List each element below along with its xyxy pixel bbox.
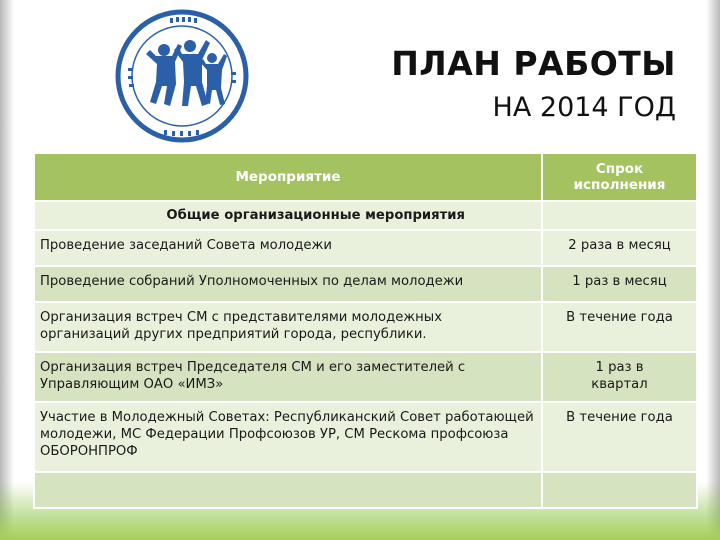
section-row [34, 201, 697, 230]
table-row [34, 402, 697, 472]
page-subtitle: НА 2014 ГОД [492, 92, 676, 123]
term-cell: 1 раз в квартал [542, 352, 697, 402]
section-title: Общие организационные мероприятия [34, 201, 542, 230]
event-cell: Организация встреч СМ с представителями молодежных организаций других предприятий города, республики. [34, 302, 542, 352]
event-cell [34, 472, 542, 508]
event-cell: Организация встреч Председателя СМ и его заместителей с Управляющим ОАО «ИМЗ» [34, 352, 542, 402]
term-cell: 1 раз в месяц [542, 266, 697, 302]
table-header-row [34, 153, 697, 201]
column-header-event: Мероприятие [34, 153, 542, 201]
page-title: ПЛАН РАБОТЫ [391, 44, 676, 83]
event-cell: Участие в Молодежный Советах: Республиканский Совет работающей молодежи, МС Федерации Профсоюзов УР, СМ Рескома профсоюза ОБОРОНПРОФ [34, 402, 542, 472]
table-row [34, 266, 697, 302]
term-cell [542, 472, 697, 508]
column-header-term: Спрок исполнения [542, 153, 697, 201]
table-row [34, 302, 697, 352]
term-cell: В течение года [542, 302, 697, 352]
table-row [34, 230, 697, 266]
term-cell: В течение года [542, 402, 697, 472]
work-plan-table [33, 152, 698, 509]
term-cell: 2 раза в месяц [542, 230, 697, 266]
table-row [34, 352, 697, 402]
event-cell: Проведение заседаний Совета молодежи [34, 230, 542, 266]
left-edge-shadow [0, 0, 14, 540]
right-edge-shadow [706, 0, 720, 540]
section-term-cell [542, 201, 697, 230]
event-cell: Проведение собраний Уполномоченных по делам молодежи [34, 266, 542, 302]
youth-council-logo-icon [112, 6, 252, 146]
table-row [34, 472, 697, 508]
